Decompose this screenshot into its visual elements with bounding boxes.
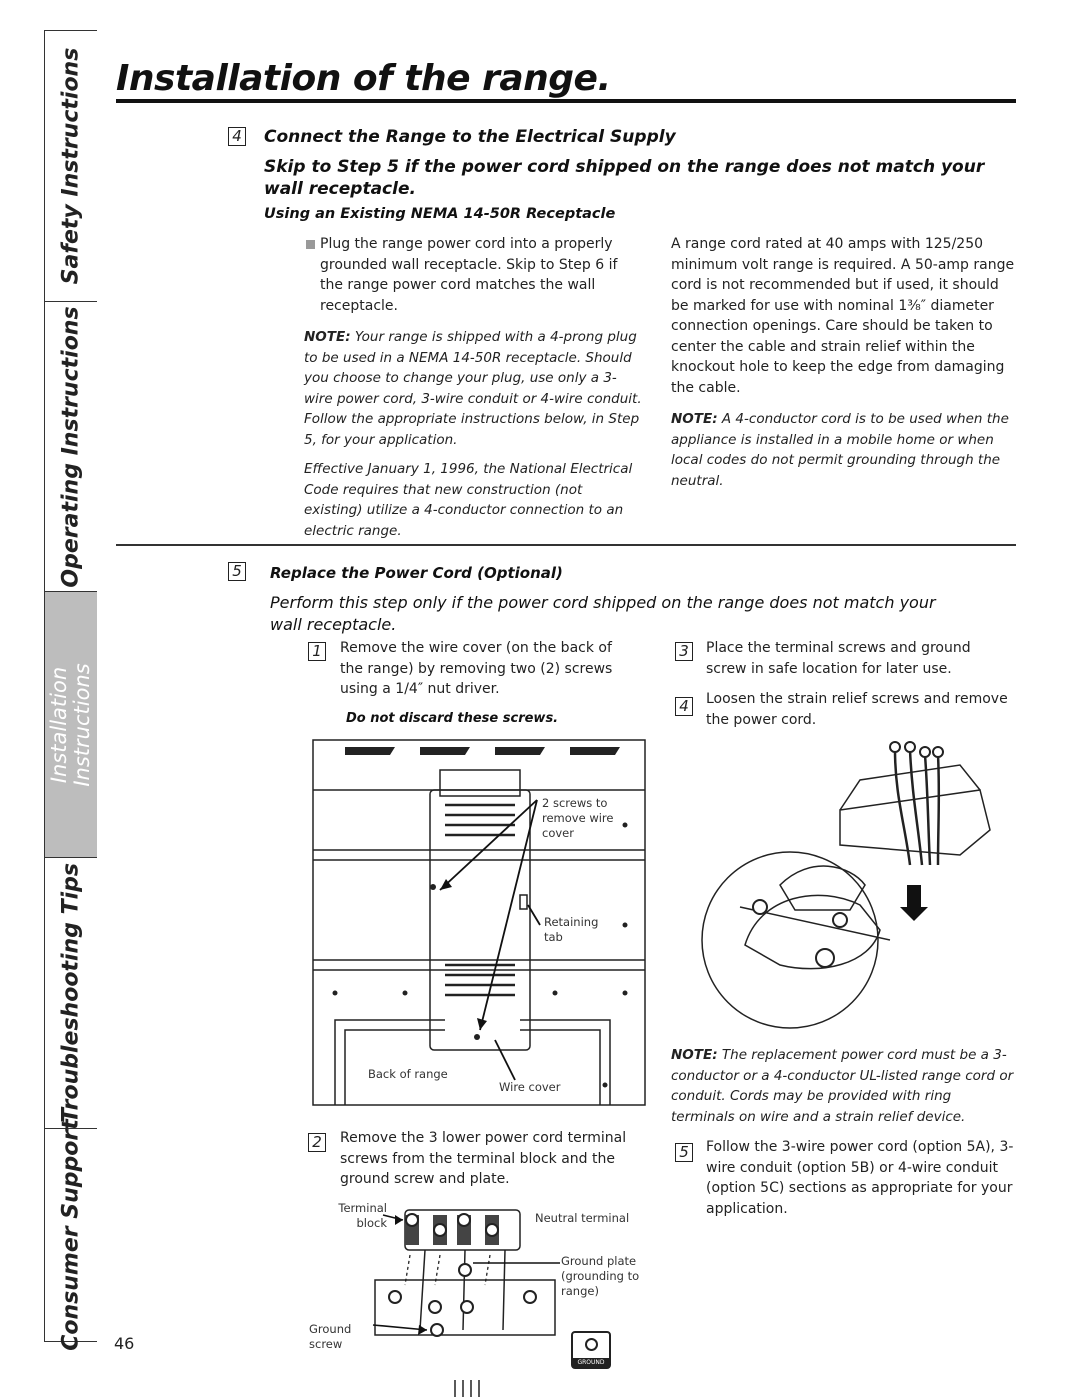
step-5-intro: Perform this step only if the power cord shipped on the range does not match your wall receptacle. bbox=[270, 593, 936, 634]
tab-consumer-support[interactable] bbox=[45, 1119, 97, 1351]
step-4-note-1: NOTE: Your range is shipped with a 4-prong plug to be used in a NEMA 14-50R receptacle. Should you choose to change your plug, use only a 3-wire power cord, 3-wire conduit or 4-wire conduit. Follow the appropriate instructions below, in Step 5, for your application. bbox=[304, 329, 642, 448]
substep-1-text: Remove the wire cover (on the back of the range) by removing two (2) screws using a 1/4″ nut driver. bbox=[340, 640, 613, 697]
substep-5-text: Follow the 3-wire power cord (option 5A), 3-wire conduit (option 5B) or 4-wire conduit (option 5C) sections as appropriate for your application. bbox=[706, 1139, 1014, 1217]
tab-label: Safety Instructions bbox=[58, 47, 84, 285]
tab-troubleshooting-tips[interactable] bbox=[45, 858, 97, 1129]
title-rule bbox=[116, 99, 1016, 103]
step-4-note-2: NOTE: A 4-conductor cord is to be used when the appliance is installed in a mobile home or when local codes do not permit grounding through the neutral. bbox=[671, 411, 1009, 489]
substep-4-text: Loosen the strain relief screws and remove the power cord. bbox=[706, 691, 1008, 728]
step-4-badge: 4 bbox=[228, 127, 246, 146]
step-5-badge: 5 bbox=[228, 562, 246, 581]
page-title: Installation of the range. bbox=[116, 58, 611, 99]
step-5-heading: Replace the Power Cord (Optional) bbox=[270, 564, 563, 582]
tab-operating-instructions[interactable] bbox=[45, 302, 97, 592]
substep-4-badge: 4 bbox=[675, 697, 693, 716]
step-4-heading: Connect the Range to the Electrical Supply bbox=[264, 127, 676, 147]
screws-label: 2 screws to remove wire cover bbox=[542, 796, 614, 840]
step-4-effective-note: Effective January 1, 1996, the National Electrical Code requires that new construction (not existing) utilize a 4-conductor connection to an electric range. bbox=[304, 461, 633, 539]
step-4-cord-rating: A range cord rated at 40 amps with 125/250 minimum volt range is required. A 50-amp range cord is not recommended but if used, it should be marked for use with nominal 1³⁄₈″ diameter connection openings. Care should be taken to center the cable and strain relief within the knockout hole to keep the edge from damaging the cable. bbox=[671, 236, 1015, 396]
tab-installation-instructions[interactable] bbox=[45, 592, 97, 858]
tab-label: Installation Instructions bbox=[47, 662, 94, 787]
retaining-tab-label: Retaining tab bbox=[544, 915, 599, 944]
side-tab-nav bbox=[44, 30, 97, 1351]
step-4-bullet-text: Plug the range power cord into a properly grounded wall receptacle. Skip to Step 6 if the range power cord matches the wall receptacle. bbox=[320, 236, 618, 314]
tab-label: Troubleshooting Tips bbox=[58, 863, 84, 1123]
ground-plate-label: Ground plate (grounding to range) bbox=[561, 1254, 640, 1298]
ground-screw-label: Ground screw bbox=[309, 1322, 352, 1351]
substep-3-text: Place the terminal screws and ground screw in safe location for later use. bbox=[706, 640, 971, 677]
terminal-block-label: Terminal block bbox=[338, 1201, 387, 1230]
section-divider bbox=[116, 544, 1016, 546]
substep-1-badge: 1 bbox=[308, 642, 326, 661]
step-4-subheading: Using an Existing NEMA 14-50R Receptacle bbox=[264, 206, 616, 222]
substep-2-badge: 2 bbox=[308, 1133, 326, 1152]
step-4-skip-note: Skip to Step 5 if the power cord shipped on the range does not match your wall receptacle. bbox=[264, 157, 985, 199]
page-number: 46 bbox=[114, 1334, 135, 1353]
ground-symbol-icon: GROUND bbox=[571, 1331, 611, 1369]
tab-safety-instructions[interactable] bbox=[45, 31, 97, 302]
substep-5-badge: 5 bbox=[675, 1143, 693, 1162]
back-of-range-label: Back of range bbox=[368, 1067, 448, 1081]
wire-cover-label: Wire cover bbox=[499, 1080, 561, 1094]
tab-label: Operating Instructions bbox=[58, 305, 84, 588]
neutral-terminal-label: Neutral terminal bbox=[535, 1211, 630, 1225]
substep-3-badge: 3 bbox=[675, 642, 693, 661]
step-5-note: NOTE: The replacement power cord must be a 3-conductor or a 4-conductor UL-listed range cord or conduit. Cords may be provided with ring terminals on wire and a strain relief device. bbox=[671, 1047, 1014, 1125]
strain-relief-diagram bbox=[700, 735, 1010, 1035]
substep-1-warning: Do not discard these screws. bbox=[346, 711, 559, 726]
substep-2-text: Remove the 3 lower power cord terminal screws from the terminal block and the ground screw and plate. bbox=[340, 1130, 627, 1187]
bullet-square bbox=[306, 240, 315, 249]
tab-label: Consumer Support bbox=[58, 1119, 84, 1351]
